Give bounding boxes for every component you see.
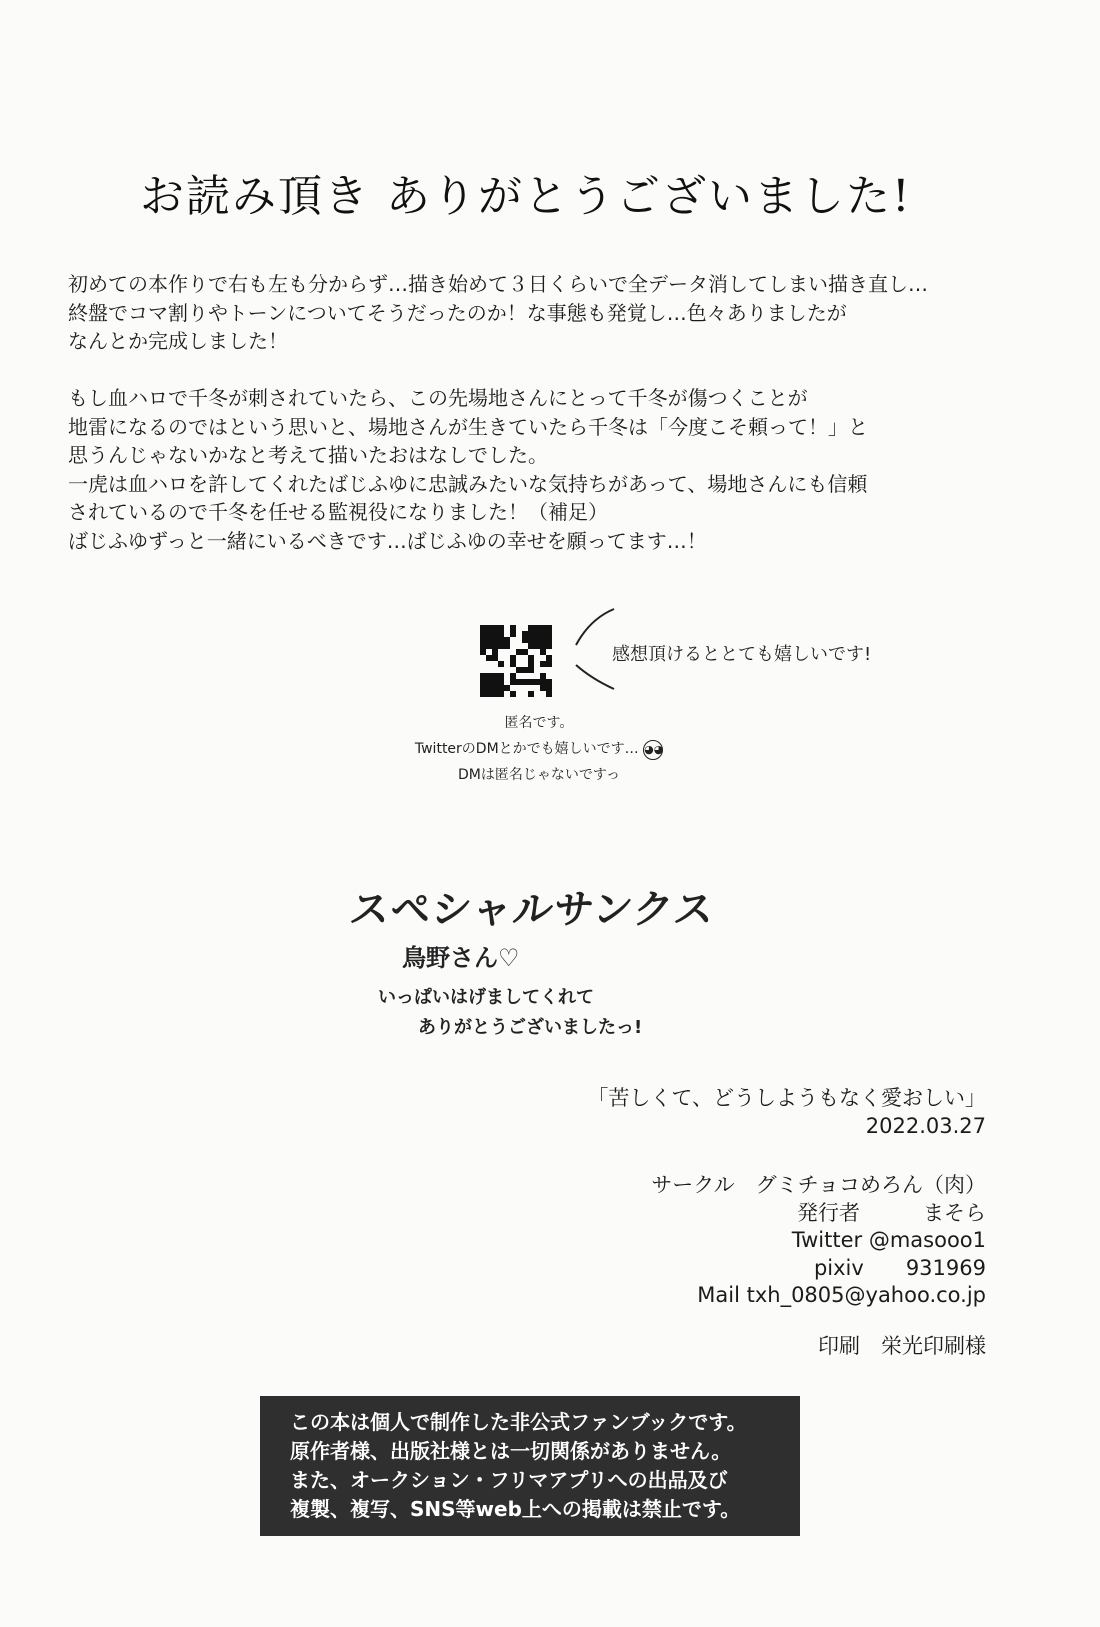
afterword-line: 終盤でコマ割りやトーンについてそうだったのか！な事態も発覚し…色々ありましたが [68, 300, 847, 325]
anonymous-note-line: TwitterのDMとかでも嬉しいです… ◕◕ [394, 736, 684, 762]
mail-address: Mail txh_0805@yahoo.co.jp [697, 1283, 986, 1307]
afterword-line: ばじふゆずっと一緒にいるべきです…ばじふゆの幸せを願ってます…！ [68, 528, 707, 553]
afterword-paragraph-2 [68, 384, 1048, 555]
sad-face-icon: ◕◕ [643, 740, 663, 760]
page-heading: お読み頂き ありがとうございました! [140, 171, 912, 222]
book-title: 「苦しくて、どうしようもなく愛おしい」 [587, 1086, 986, 1110]
afterword-paragraph-1 [68, 270, 1048, 356]
anonymous-note-line: 匿名です。 [504, 715, 574, 731]
publication-date: 2022.03.27 [865, 1113, 986, 1138]
anonymous-note-line: DMは匿名じゃないですっ [457, 767, 621, 783]
colophon [587, 1085, 986, 1140]
notice-line: 原作者様、出版社様とは一切関係がありません。 [290, 1439, 732, 1463]
printer-credit: 印刷 栄光印刷様 [818, 1334, 986, 1358]
afterword-line: もし血ハロで千冬が刺されていたら、この先場地さんにとって千冬が傷つくことが [68, 386, 808, 410]
afterword-line: されているので千冬を任せる監視役になりました！（補足） [68, 500, 608, 524]
afterword-line: 初めての本作りで右も左も分からず…描き始めて３日くらいで全データ消してしまい描き直し… [68, 272, 928, 296]
feedback-qr-code[interactable] [480, 625, 552, 697]
special-thanks-line: ありがとうございましたっ! [418, 1017, 643, 1038]
colophon-details [651, 1172, 986, 1310]
notice-line: この本は個人で制作した非公式ファンブックです。 [290, 1410, 747, 1434]
anonymous-note [394, 710, 684, 788]
copyright-notice-box [260, 1396, 800, 1536]
pixiv-id: pixiv 931969 [813, 1255, 986, 1280]
circle-name: サークル グミチョコめろん（肉） [651, 1173, 986, 1197]
special-thanks-title: スペシャルサンクス [347, 887, 718, 933]
afterword-line: なんとか完成しました！ [68, 329, 288, 353]
special-thanks-line: いっぱいはげましてくれて [378, 987, 594, 1008]
afterword-line: 思うんじゃないかなと考えて描いたおはなしでした。 [68, 443, 548, 467]
afterword-line: 一虎は血ハロを許してくれたばじふゆに忠誠みたいな気持ちがあって、場地さんにも信頼 [68, 471, 868, 496]
special-thanks-message [378, 983, 642, 1043]
notice-line: 複製、複写、SNS等web上への掲載は禁止です。 [290, 1497, 741, 1521]
feedback-note: 感想頂けるととても嬉しいです! [612, 644, 872, 665]
afterword-line: 地雷になるのではという思いと、場地さんが生きていたら千冬は「今度こそ頼って！」と [68, 414, 868, 439]
notice-line: また、オークション・フリマアプリへの出品及び [290, 1468, 728, 1492]
publisher-name: 発行者 まそら [797, 1200, 986, 1225]
twitter-handle: Twitter @masooo1 [791, 1228, 986, 1252]
special-thanks-name: 鳥野さん♡ [402, 944, 520, 972]
